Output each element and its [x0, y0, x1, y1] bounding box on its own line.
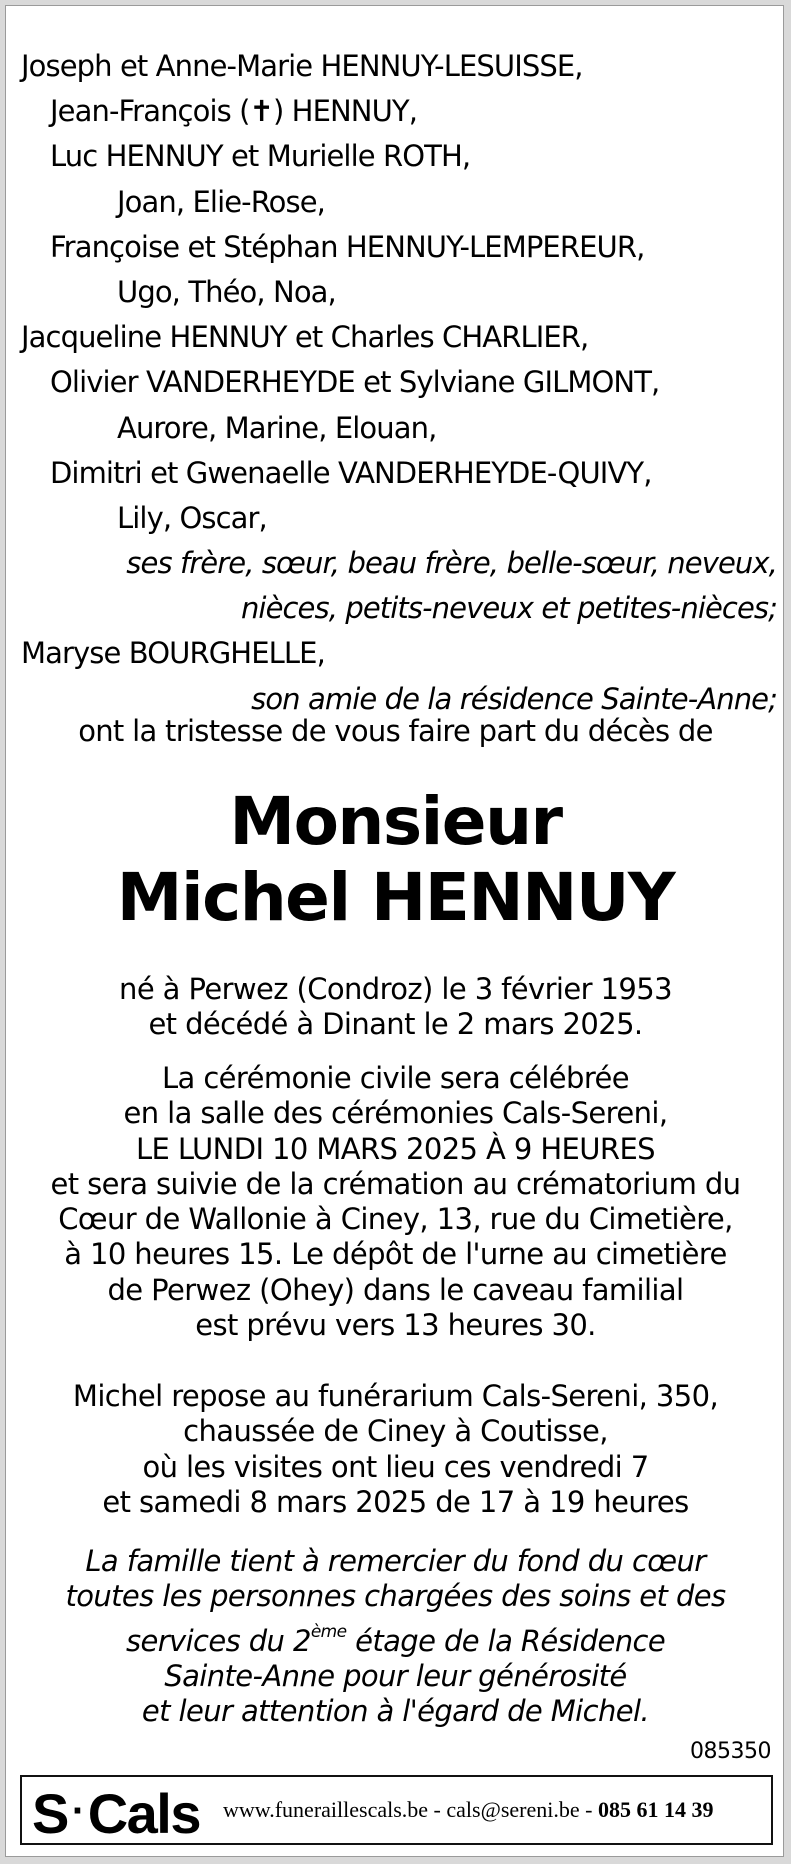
visitation-line: et samedi 8 mars 2025 de 17 à 19 heures: [102, 1484, 689, 1519]
thanks-line: Sainte-Anne pour leur générosité: [164, 1658, 627, 1693]
family-member-line: Olivier VANDERHEYDE et Sylviane GILMONT,: [50, 365, 660, 400]
deceased-title: Monsieur: [229, 783, 562, 860]
relation-line: ses frère, sœur, beau frère, belle-sœur, neveux,: [126, 546, 777, 581]
ceremony-line: à 10 heures 15. Le dépôt de l'urne au cimetière: [64, 1237, 727, 1272]
family-member-line: Ugo, Théo, Noa,: [117, 274, 336, 309]
visitation-block: [6, 1379, 785, 1520]
thanks-block: [6, 1544, 785, 1729]
deceased-name: [6, 784, 785, 936]
website-link[interactable]: www.funeraillescals.be: [223, 1797, 429, 1822]
family-member-line: Joseph et Anne-Marie HENNUY-LESUISSE,: [21, 49, 583, 83]
cals-logo: S ·Cals: [32, 1782, 200, 1845]
ceremony-line: de Perwez (Ohey) dans le caveau familial: [107, 1272, 684, 1307]
friend-relation: son amie de la résidence Sainte-Anne;: [251, 681, 777, 716]
family-list: [21, 44, 781, 722]
family-member-line: Jacqueline HENNUY et Charles CHARLIER,: [21, 320, 589, 355]
contact-info: www.funeraillescals.be - cals@sereni.be - 085 61 14 39: [223, 1797, 714, 1822]
ordinal-superscript: ème: [310, 1621, 347, 1642]
family-member-line: Françoise et Stéphan HENNUY-LEMPEREUR,: [50, 229, 645, 264]
visitation-line: chaussée de Ciney à Coutisse,: [183, 1414, 608, 1449]
ceremony-block: [6, 1061, 785, 1343]
thanks-line: services du 2ème étage de la Résidence: [125, 1621, 666, 1658]
family-member-line: Joan, Elie-Rose,: [117, 184, 325, 219]
obituary-notice: [5, 5, 784, 1857]
birth-line: né à Perwez (Condroz) le 3 février 1953: [119, 972, 672, 1006]
email-link[interactable]: cals@sereni.be: [446, 1797, 580, 1822]
birth-death-block: [6, 972, 785, 1043]
visitation-line: où les visites ont lieu ces vendredi 7: [142, 1449, 649, 1484]
phone-number[interactable]: 085 61 14 39: [597, 1797, 714, 1822]
deceased-fullname: Michel HENNUY: [116, 859, 675, 936]
family-member-line: Luc HENNUY et Murielle ROTH,: [50, 139, 471, 174]
death-line: et décédé à Dinant le 2 mars 2025.: [148, 1007, 643, 1042]
ceremony-line: est prévu vers 13 heures 30.: [195, 1308, 596, 1343]
family-member-line: Aurore, Marine, Elouan,: [117, 410, 437, 445]
family-member-line: Lily, Oscar,: [117, 500, 267, 535]
thanks-line: toutes les personnes chargées des soins et des: [65, 1579, 726, 1614]
announcement-lead: ont la tristesse de vous faire part du décès de: [78, 714, 713, 748]
visitation-line: Michel repose au funérarium Cals-Sereni, 350,: [72, 1379, 719, 1413]
funeral-home-footer: [20, 1775, 773, 1845]
family-member-line: Jean-François (✝) HENNUY,: [50, 94, 418, 129]
ceremony-line: en la salle des cérémonies Cals-Sereni,: [123, 1096, 668, 1131]
family-member-line: Dimitri et Gwenaelle VANDERHEYDE-QUIVY,: [50, 455, 652, 490]
relation-line: nièces, petits-neveux et petites-nièces;: [240, 591, 777, 626]
reference-number: 085350: [690, 1739, 771, 1764]
ceremony-line: La cérémonie civile sera célébrée: [161, 1061, 629, 1095]
ceremony-line: et sera suivie de la crémation au crématorium du: [50, 1166, 741, 1201]
friend-name: Maryse BOURGHELLE,: [21, 636, 325, 671]
thanks-line: et leur attention à l'égard de Michel.: [141, 1694, 650, 1729]
ceremony-line: Cœur de Wallonie à Ciney, 13, rue du Cimetière,: [58, 1202, 733, 1237]
ceremony-line: LE LUNDI 10 MARS 2025 À 9 HEURES: [136, 1131, 655, 1166]
thanks-line: La famille tient à remercier du fond du cœur: [85, 1544, 706, 1578]
